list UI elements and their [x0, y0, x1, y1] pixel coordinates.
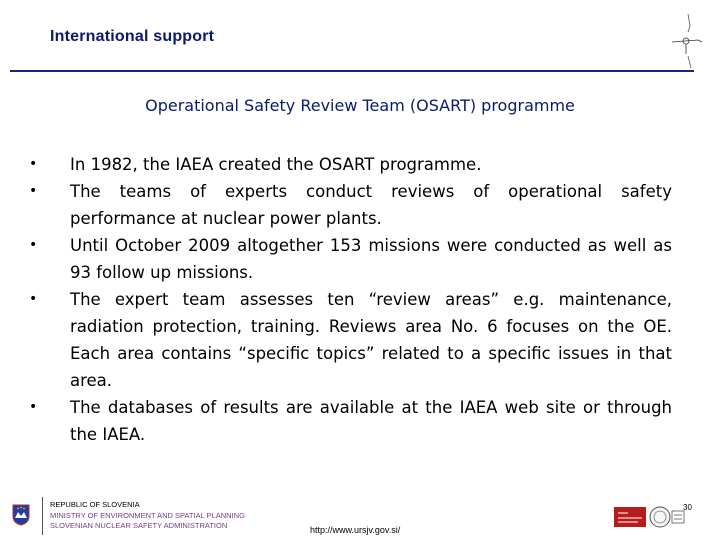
- bullet-text: The databases of results are available at the IAEA web site or through the IAEA.: [70, 398, 672, 444]
- bullet-text: Until October 2009 altogether 153 missions were conducted as well as 93 follow up missions.: [70, 236, 672, 282]
- header-rule: [10, 70, 694, 72]
- footer-org-line-2: MINISTRY OF ENVIRONMENT AND SPATIAL PLANNING: [50, 510, 245, 520]
- coat-of-arms-icon: [12, 504, 30, 526]
- bullet-text: The teams of experts conduct reviews of operational safety performance at nuclear power plants.: [70, 182, 672, 228]
- bullet-dot-icon: •: [29, 399, 38, 415]
- footer-org-line-3: SLOVENIAN NUCLEAR SAFETY ADMINISTRATION: [50, 521, 228, 530]
- bullet-item: [26, 232, 672, 286]
- compass-icon: [668, 12, 704, 70]
- bullet-dot-icon: •: [29, 156, 38, 172]
- footer-url-link[interactable]: http://www.ursjv.gov.si/: [310, 525, 401, 535]
- bullet-text: In 1982, the IAEA created the OSART programme.: [70, 155, 482, 174]
- footer-org-line-1: REPUBLIC OF SLOVENIA: [50, 500, 140, 509]
- certification-logo-icon: [614, 505, 686, 529]
- bullet-list: [26, 151, 672, 448]
- footer-organization: [50, 500, 245, 532]
- bullet-item: [26, 286, 672, 394]
- page-number: 30: [683, 503, 692, 512]
- bullet-item: [26, 151, 672, 178]
- bullet-dot-icon: •: [29, 183, 38, 199]
- footer-divider: [42, 497, 43, 535]
- bullet-item: [26, 178, 672, 232]
- bullet-item: [26, 394, 672, 448]
- slide-subtitle: Operational Safety Review Team (OSART) programme: [145, 96, 575, 115]
- page-title: International support: [50, 28, 215, 45]
- bullet-dot-icon: •: [29, 237, 38, 253]
- bullet-text: The expert team assesses ten “review areas” e.g. maintenance, radiation protection, training. Reviews area No. 6 focuses on the OE. Each area contains “specific topics” related to a specific issues in that area.: [70, 290, 672, 390]
- bullet-dot-icon: •: [29, 291, 38, 307]
